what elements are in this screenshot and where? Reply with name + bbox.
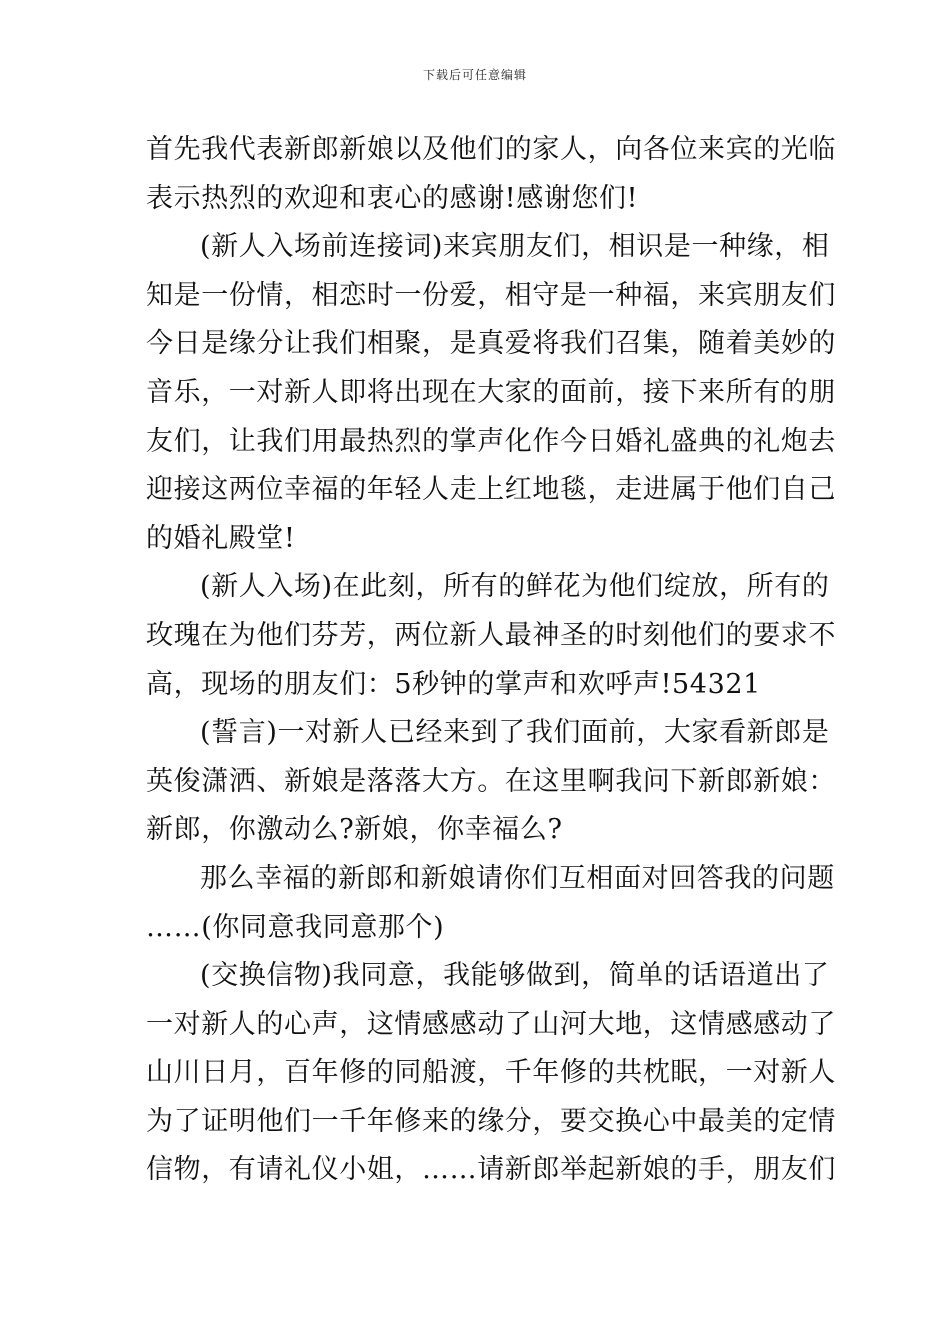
paragraph [146, 563, 836, 709]
text-line: 为了证明他们一千年修来的缘分，要交换心中最美的定情 [146, 1105, 836, 1137]
text-line: 首先我代表新郎新娘以及他们的家人，向各位来宾的光临 [146, 134, 836, 165]
text-line: 表示热烈的欢迎和衷心的感谢!感谢您们! [146, 182, 639, 214]
text-line: ……(你同意我同意那个) [146, 911, 445, 943]
paragraph [146, 855, 835, 952]
text-line: 的婚礼殿堂! [146, 522, 296, 554]
text-line: 新郎，你激动么?新娘，你幸福么? [146, 814, 563, 846]
text-line: (新人入场)在此刻，所有的鲜花为他们绽放，所有的 [200, 571, 830, 603]
paragraph [146, 709, 836, 855]
text-line: 信物，有请礼仪小姐，……请新郎举起新娘的手，朋友们 [146, 1154, 836, 1186]
text-line: 音乐，一对新人即将出现在大家的面前，接下来所有的朋 [146, 376, 836, 408]
text-line: 英俊潇洒、新娘是落落大方。在这里啊我问下新郎新娘： [146, 765, 836, 797]
header-note: 下载后可任意编辑 [422, 68, 527, 82]
paragraph [146, 126, 836, 223]
text-line: 玫瑰在为他们芬芳，两位新人最神圣的时刻他们的要求不 [146, 619, 836, 651]
text-line: 那么幸福的新郎和新娘请你们互相面对回答我的问题 [200, 862, 835, 894]
text-line: (交换信物)我同意，我能够做到，简单的话语道出了 [200, 960, 830, 992]
paragraph [146, 223, 836, 563]
text-line: (新人入场前连接词)来宾朋友们，相识是一种缘，相 [200, 231, 830, 263]
text-line: 高，现场的朋友们：5秒钟的掌声和欢呼声!54321 [146, 668, 761, 700]
text-line: 山川日月，百年修的同船渡，千年修的共枕眠，一对新人 [146, 1057, 836, 1089]
paragraph [146, 952, 836, 1195]
text-line: 迎接这两位幸福的年轻人走上红地毯，走进属于他们自己 [146, 474, 836, 506]
text-line: (誓言)一对新人已经来到了我们面前，大家看新郎是 [200, 717, 830, 749]
document-body [146, 126, 836, 1195]
text-line: 今日是缘分让我们相聚，是真爱将我们召集，随着美妙的 [146, 328, 836, 360]
text-line: 知是一份情，相恋时一份爱，相守是一种福，来宾朋友们 [146, 279, 836, 311]
text-line: 友们，让我们用最热烈的掌声化作今日婚礼盛典的礼炮去 [146, 425, 836, 457]
text-line: 一对新人的心声，这情感感动了山河大地，这情感感动了 [146, 1008, 836, 1040]
